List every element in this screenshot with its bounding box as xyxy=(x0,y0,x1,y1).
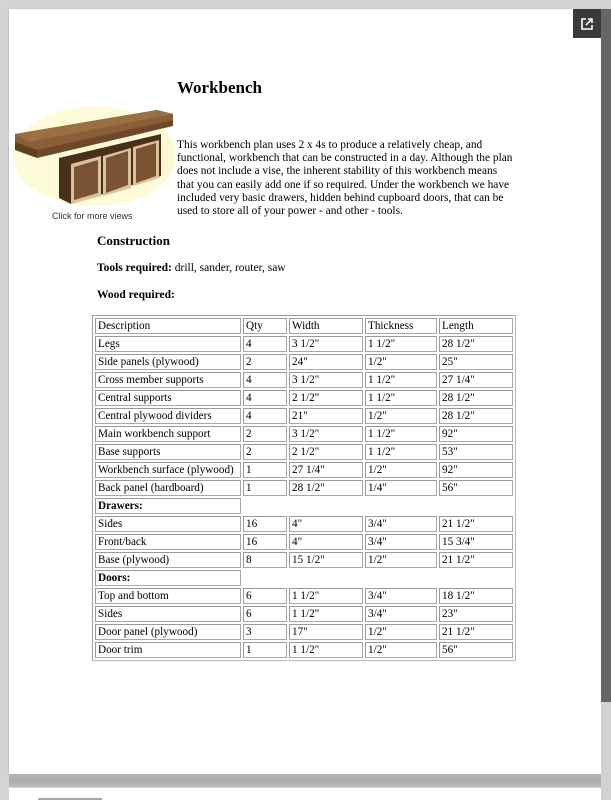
table-row xyxy=(95,354,513,370)
table-row xyxy=(95,372,513,388)
cell-width: 15 1/2" xyxy=(289,552,363,568)
cell-width: 1 1/2" xyxy=(289,642,363,658)
cell-qty: 1 xyxy=(243,642,287,658)
cell-length: 92" xyxy=(439,426,513,442)
cell-thickness: 1 1/2" xyxy=(365,372,437,388)
cell-width: 3 1/2" xyxy=(289,426,363,442)
cell-length: 92" xyxy=(439,462,513,478)
table-row xyxy=(95,336,513,352)
cell-length: 18 1/2" xyxy=(439,588,513,604)
cell-qty: 6 xyxy=(243,606,287,622)
cell-description: Sides xyxy=(95,606,241,622)
cell-length: 25" xyxy=(439,354,513,370)
cell-width: 3 1/2" xyxy=(289,372,363,388)
cell-length: 21 1/2" xyxy=(439,552,513,568)
cell-width: 2 1/2" xyxy=(289,444,363,460)
workbench-photo[interactable] xyxy=(9,100,175,212)
cell-description: Legs xyxy=(95,336,241,352)
cell-thickness: 1/2" xyxy=(365,624,437,640)
cell-description: Workbench surface (plywood) xyxy=(95,462,241,478)
cell-length: 56" xyxy=(439,480,513,496)
viewer-left-margin xyxy=(0,0,9,800)
cell-qty: 2 xyxy=(243,354,287,370)
cell-qty: Qty xyxy=(243,318,287,334)
table-row xyxy=(95,642,513,658)
cell-thickness: 1/2" xyxy=(365,462,437,478)
cell-length: 28 1/2" xyxy=(439,336,513,352)
table-row xyxy=(95,516,513,532)
cell-qty: 4 xyxy=(243,372,287,388)
wood-required-label: Wood required: xyxy=(97,289,175,301)
photo-caption-link[interactable]: Click for more views xyxy=(52,211,133,221)
cell-thickness: 1/2" xyxy=(365,642,437,658)
cell-thickness: 3/4" xyxy=(365,588,437,604)
section-label: Doors: xyxy=(95,570,241,586)
cell-qty: 4 xyxy=(243,390,287,406)
cell-length: 27 1/4" xyxy=(439,372,513,388)
table-row xyxy=(95,588,513,604)
cell-thickness: 1 1/2" xyxy=(365,390,437,406)
cell-qty: 1 xyxy=(243,462,287,478)
cell-qty: 2 xyxy=(243,426,287,442)
cell-thickness: 1/2" xyxy=(365,552,437,568)
page-separator xyxy=(9,775,601,787)
cell-description: Side panels (plywood) xyxy=(95,354,241,370)
cell-width: 2 1/2" xyxy=(289,390,363,406)
wood-table xyxy=(92,315,516,661)
cell-qty: 16 xyxy=(243,534,287,550)
cell-thickness: 3/4" xyxy=(365,516,437,532)
cell-length: 53" xyxy=(439,444,513,460)
cell-width: 3 1/2" xyxy=(289,336,363,352)
cell-description: Top and bottom xyxy=(95,588,241,604)
cell-width: 27 1/4" xyxy=(289,462,363,478)
cell-width: 21" xyxy=(289,408,363,424)
tools-required xyxy=(97,262,286,274)
page-title: Workbench xyxy=(177,78,263,97)
cell-qty: 2 xyxy=(243,444,287,460)
cell-width: 17" xyxy=(289,624,363,640)
vertical-scrollbar[interactable] xyxy=(601,0,611,800)
tools-label: Tools required: xyxy=(97,262,172,274)
cell-length: 23" xyxy=(439,606,513,622)
cell-length: 56" xyxy=(439,642,513,658)
table-row xyxy=(95,390,513,406)
intro-paragraph: This workbench plan uses 2 x 4s to produce a relatively cheap, and functional, workbench that can be constructed in a day. Although the plan does not include a vise, the inherent stability of this workbench means that you can easily add one if so required. Under the workbench we have included very basic drawers, hidden behind cupboard doors, that can be used to store all of your power - and other - tools. xyxy=(177,139,513,218)
cell-width: 4" xyxy=(289,534,363,550)
table-header-row xyxy=(95,318,513,334)
cell-length: 21 1/2" xyxy=(439,516,513,532)
cell-length: 28 1/2" xyxy=(439,408,513,424)
cell-description: Sides xyxy=(95,516,241,532)
cell-length: 28 1/2" xyxy=(439,390,513,406)
cell-description: Central supports xyxy=(95,390,241,406)
cell-description: Description xyxy=(95,318,241,334)
scrollbar-thumb[interactable] xyxy=(601,9,611,702)
table-row xyxy=(95,606,513,622)
cell-thickness: 1/2" xyxy=(365,408,437,424)
section-spacer xyxy=(243,498,513,514)
cell-width: 1 1/2" xyxy=(289,588,363,604)
construction-heading: Construction xyxy=(97,233,170,248)
cell-description: Front/back xyxy=(95,534,241,550)
cell-thickness: 1/4" xyxy=(365,480,437,496)
cell-qty: 4 xyxy=(243,336,287,352)
cell-width: 4" xyxy=(289,516,363,532)
table-row xyxy=(95,426,513,442)
cell-width: 24" xyxy=(289,354,363,370)
next-page xyxy=(9,788,601,800)
cell-thickness: 1/2" xyxy=(365,354,437,370)
open-in-new-window-icon xyxy=(580,17,594,31)
cell-description: Door panel (plywood) xyxy=(95,624,241,640)
table-row xyxy=(95,444,513,460)
cell-width: 1 1/2" xyxy=(289,606,363,622)
cell-thickness: 1 1/2" xyxy=(365,426,437,442)
cell-thickness: 1 1/2" xyxy=(365,336,437,352)
cell-qty: 6 xyxy=(243,588,287,604)
table-row xyxy=(95,480,513,496)
cell-thickness: 3/4" xyxy=(365,534,437,550)
cell-qty: 3 xyxy=(243,624,287,640)
cell-description: Back panel (hardboard) xyxy=(95,480,241,496)
cell-thickness: 1 1/2" xyxy=(365,444,437,460)
cell-qty: 16 xyxy=(243,516,287,532)
table-row xyxy=(95,624,513,640)
cell-thickness: Thickness xyxy=(365,318,437,334)
table-row xyxy=(95,534,513,550)
popout-button[interactable] xyxy=(573,9,601,38)
cell-width: 28 1/2" xyxy=(289,480,363,496)
cell-width: Width xyxy=(289,318,363,334)
cell-description: Cross member supports xyxy=(95,372,241,388)
table-row xyxy=(95,408,513,424)
cell-description: Base supports xyxy=(95,444,241,460)
section-label: Drawers: xyxy=(95,498,241,514)
section-spacer xyxy=(243,570,513,586)
table-row xyxy=(95,552,513,568)
table-row xyxy=(95,462,513,478)
cell-description: Main workbench support xyxy=(95,426,241,442)
cell-description: Door trim xyxy=(95,642,241,658)
cell-qty: 4 xyxy=(243,408,287,424)
drawers-section-row xyxy=(95,498,513,514)
cell-description: Central plywood dividers xyxy=(95,408,241,424)
cell-description: Base (plywood) xyxy=(95,552,241,568)
tools-value: drill, sander, router, saw xyxy=(171,262,286,274)
cell-qty: 8 xyxy=(243,552,287,568)
cell-length: 15 3/4" xyxy=(439,534,513,550)
cell-thickness: 3/4" xyxy=(365,606,437,622)
workbench-image xyxy=(9,100,175,212)
cell-length: Length xyxy=(439,318,513,334)
cell-qty: 1 xyxy=(243,480,287,496)
cell-length: 21 1/2" xyxy=(439,624,513,640)
doors-section-row xyxy=(95,570,513,586)
